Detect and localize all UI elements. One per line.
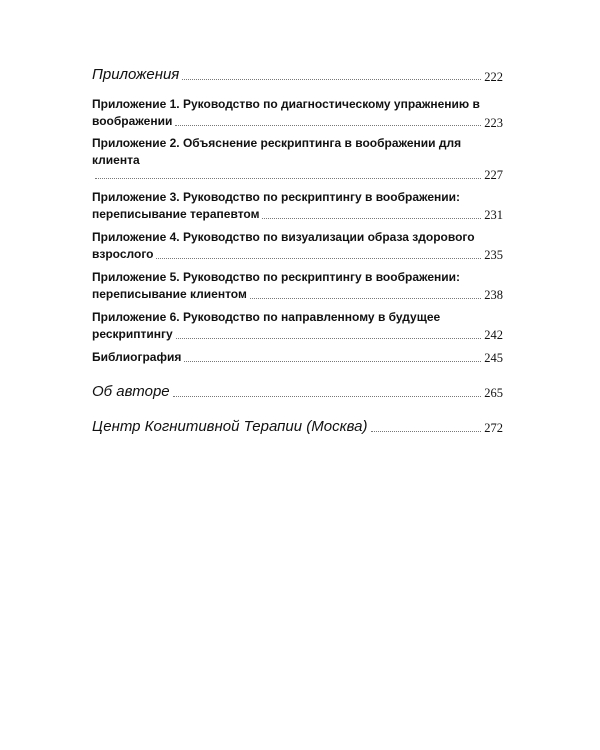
toc-entry-page: 231 (484, 208, 503, 222)
toc-entry-title-line1: Приложение 6. Руководство по направленному в будущее (92, 309, 441, 324)
toc-entry-appendix-1 (92, 96, 503, 130)
toc-entry-title: Приложения (92, 66, 180, 83)
toc-entry-appendix-3 (92, 189, 503, 223)
leader-dots (175, 125, 481, 126)
toc-entry-page: 238 (484, 288, 503, 302)
toc-entry-appendices (92, 66, 503, 84)
toc-entry-page: 265 (484, 386, 503, 400)
toc-entry-appendix-5 (92, 269, 503, 303)
toc-entry-title-line2: переписывание терапевтом (92, 206, 260, 221)
toc-entry-page: 242 (484, 328, 503, 342)
toc-entry-page: 227 (484, 168, 503, 182)
toc-entry-appendix-6 (92, 309, 503, 343)
leader-dots (262, 218, 481, 219)
leader-dots (156, 258, 481, 259)
toc-entry-appendix-2 (92, 135, 503, 183)
toc-entry-title-line2: рескриптингу (92, 326, 173, 341)
toc-entry-cognitive-therapy-center (92, 418, 503, 436)
leader-dots (176, 338, 482, 339)
leader-dots (371, 431, 482, 432)
toc-entry-title: Библиография (92, 349, 182, 364)
toc-entry-title-line1: Приложение 4. Руководство по визуализации образа здорового (92, 229, 475, 244)
table-of-contents (92, 66, 503, 436)
toc-entry-title-line2: взрослого (92, 246, 154, 261)
toc-entry-title-line1: Приложение 1. Руководство по диагностическому упражнению в (92, 97, 480, 111)
toc-entry-page: 245 (484, 351, 503, 365)
toc-entry-title-line2: воображении (92, 114, 173, 128)
toc-entry-title-line1: Приложение 5. Руководство по рескриптингу в воображении: (92, 269, 461, 284)
toc-entry-page: 235 (484, 248, 503, 262)
toc-entry-about-author (92, 383, 503, 401)
toc-entry-title: Центр Когнитивной Терапии (Москва) (92, 417, 368, 435)
toc-entry-bibliography (92, 349, 503, 366)
toc-entry-page: 272 (484, 421, 503, 435)
toc-entry-title-line1: Приложение 2. Объяснение рескриптинга в воображении для клиента (92, 136, 462, 167)
toc-entry-page: 222 (484, 69, 503, 84)
toc-entry-page: 223 (484, 115, 503, 130)
leader-dots (250, 298, 481, 299)
toc-entry-title-line1: Приложение 3. Руководство по рескриптингу в воображении: (92, 189, 461, 204)
leader-dots (173, 396, 482, 397)
toc-entry-appendix-4 (92, 229, 503, 263)
leader-dots (182, 79, 481, 80)
toc-entry-title-line2: переписывание клиентом (92, 286, 247, 301)
leader-dots (184, 361, 481, 362)
toc-entry-title: Об авторе (92, 382, 170, 400)
leader-dots (95, 178, 481, 179)
